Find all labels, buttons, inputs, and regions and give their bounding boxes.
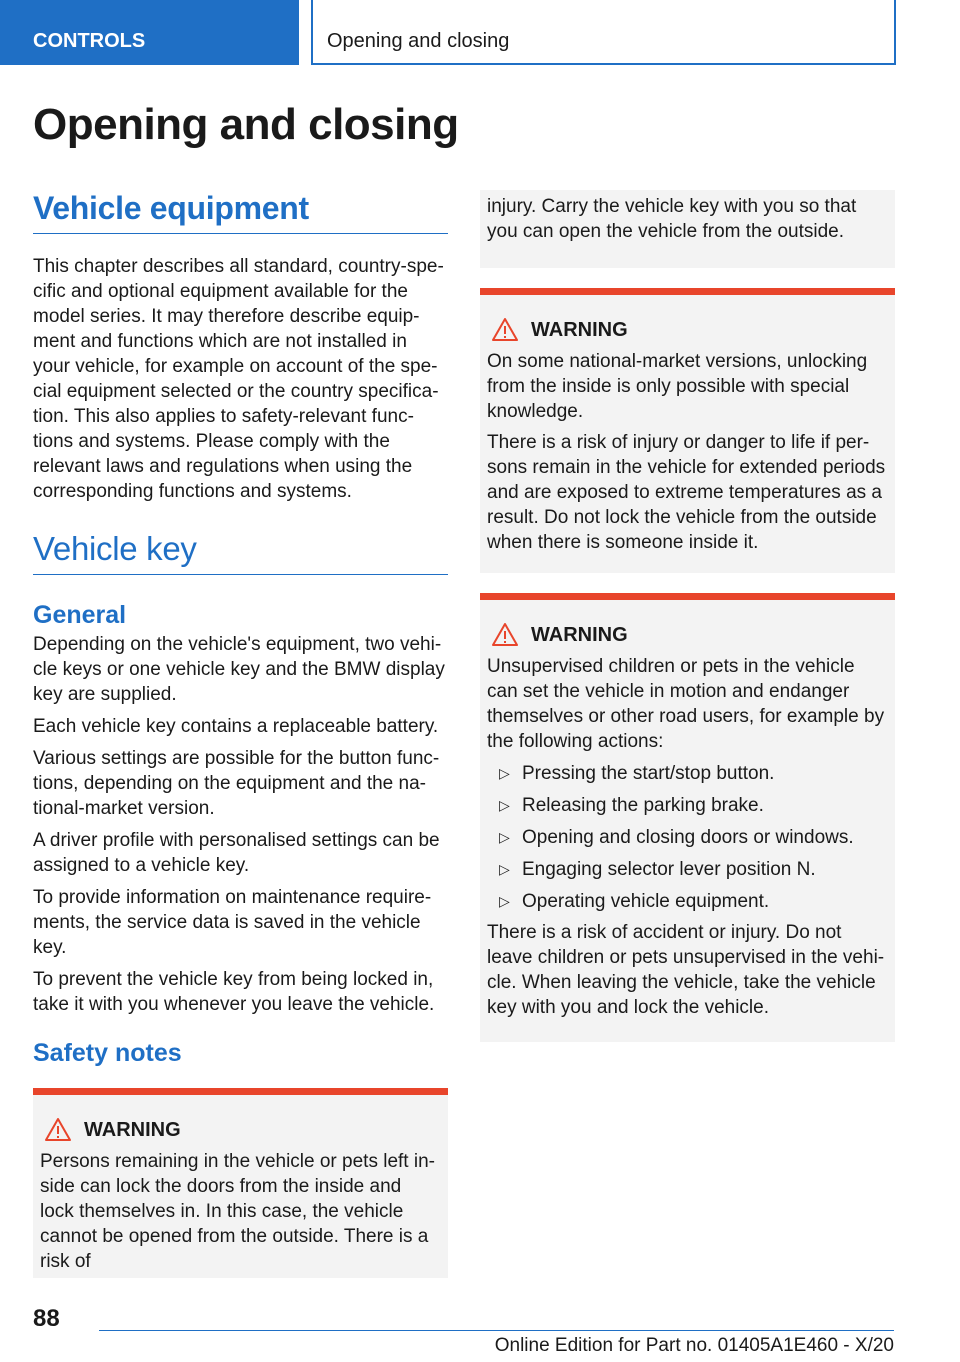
warning-triangle-icon bbox=[44, 1117, 78, 1143]
warning-text-continued: injury. Carry the vehicle key with you so that you can open the vehicle from the outside. bbox=[487, 196, 857, 242]
footer-edition: Online Edition for Part no. 01405A1E460 - X/20 bbox=[494, 1335, 894, 1356]
warning-text: There is a risk of injury or danger to life if per‐ sons remain in the vehicle for extended periods and are exposed to extreme temperatures as a result. Do not lock the vehicle from the outside when there is someone inside it. bbox=[487, 432, 886, 553]
general-paragraph: A driver profile with personalised settings can be assigned to a vehicle key. bbox=[33, 830, 440, 876]
heading-vehicle-key: Vehicle key bbox=[33, 530, 448, 575]
heading-safety-notes: Safety notes bbox=[33, 1039, 182, 1067]
bullet-triangle-icon: ▷ bbox=[499, 797, 510, 813]
warning-triangle-icon bbox=[491, 317, 525, 343]
vehicle-equipment-body: This chapter describes all standard, country-spe‐ cific and optional equipment available for the model series. It may therefore describe equip‐ ment and functions which are not installed in your vehicle, for example on account of the spe‐ cial equipment selected or the country specifica‐ tion. This also applies to safety-relevant func‐ tions and systems. Please comply with the relevant laws and regulations when using the corresponding functions and systems. bbox=[33, 256, 444, 502]
warning-header bbox=[40, 1117, 440, 1143]
breadcrumb bbox=[311, 0, 896, 65]
warning-text: On some national-market versions, unlocking from the inside is only possible with special knowledge. bbox=[487, 351, 868, 422]
breadcrumb-label: Opening and closing bbox=[327, 30, 510, 52]
list-item: ▷ Operating vehicle equipment. bbox=[487, 889, 887, 914]
heading-vehicle-equipment: Vehicle equipment bbox=[33, 190, 448, 234]
general-paragraph: Depending on the vehicle's equipment, two vehi‐ cle keys or one vehicle key and the BMW display key are supplied. bbox=[33, 634, 445, 705]
page-number: 88 bbox=[33, 1305, 60, 1332]
warning-outro: There is a risk of accident or injury. Do not leave children or pets unsupervised in the vehi‐ cle. When leaving the vehicle, take the vehicle key with you and lock the vehicle. bbox=[487, 922, 885, 1018]
general-paragraph: Various settings are possible for the button func‐ tions, depending on the equipment and the na‐ tional-market version. bbox=[33, 748, 440, 819]
warning-box bbox=[480, 593, 895, 1042]
warning-box bbox=[480, 288, 895, 573]
general-paragraph: To provide information on maintenance require‐ ments, the service data is saved in the vehicle key. bbox=[33, 887, 432, 958]
section-tab[interactable] bbox=[0, 0, 299, 65]
list-item: ▷ Opening and closing doors or windows. bbox=[487, 825, 887, 850]
list-item: ▷ Releasing the parking brake. bbox=[487, 793, 887, 818]
heading-general: General bbox=[33, 601, 127, 629]
warning-label: WARNING bbox=[531, 318, 628, 341]
list-item: ▷ Engaging selector lever position N. bbox=[487, 857, 887, 882]
warning-header bbox=[487, 317, 887, 343]
bullet-triangle-icon: ▷ bbox=[499, 893, 510, 909]
warning-triangle-icon bbox=[491, 622, 525, 648]
warning-header bbox=[487, 622, 887, 648]
bullet-triangle-icon: ▷ bbox=[499, 829, 510, 845]
warning-intro: Unsupervised children or pets in the vehicle can set the vehicle in motion and endanger themselves or other road users, for example by the following actions: bbox=[487, 656, 885, 752]
footer-divider bbox=[99, 1330, 894, 1331]
bullet-triangle-icon: ▷ bbox=[499, 861, 510, 877]
list-item: ▷ Pressing the start/stop button. bbox=[487, 761, 887, 786]
warning-action-list bbox=[487, 761, 887, 914]
left-column bbox=[33, 190, 448, 1278]
section-tab-label: CONTROLS bbox=[33, 30, 146, 52]
page-title: Opening and closing bbox=[33, 100, 459, 149]
general-paragraph: To prevent the vehicle key from being locked in, take it with you whenever you leave the vehicle. bbox=[33, 969, 435, 1015]
bullet-triangle-icon: ▷ bbox=[499, 765, 510, 781]
right-column bbox=[480, 190, 895, 1042]
warning-text: Persons remaining in the vehicle or pets left in‐ side can lock the doors from the inside and lock themselves in. In this case, the vehicle cannot be opened from the outside. There is a risk of bbox=[40, 1151, 435, 1272]
warning-box bbox=[33, 1088, 448, 1278]
warning-label: WARNING bbox=[84, 1118, 181, 1141]
warning-label: WARNING bbox=[531, 623, 628, 646]
warning-box-continued bbox=[480, 190, 895, 268]
general-paragraph: Each vehicle key contains a replaceable battery. bbox=[33, 716, 439, 737]
